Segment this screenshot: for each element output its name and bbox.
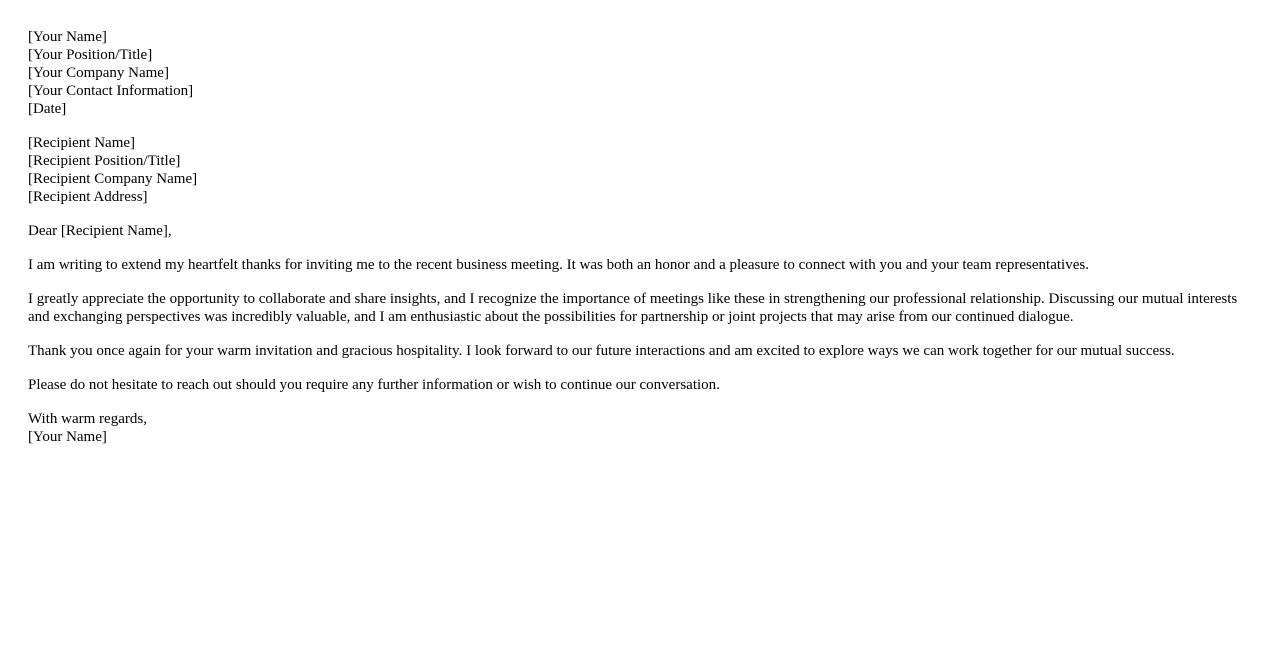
body-paragraph-2: I greatly appreciate the opportunity to collaborate and share insights, and I recognize the importance of meetings like these in strengthening our professional relationship. Discussing our mutual interests and exchanging perspectives was incredibly valuable, and I am enthusiastic about the possibilities for partnership or joint projects that may arise from our continued dialogue.	[28, 291, 1238, 325]
recipient-name: [Recipient Name]	[28, 135, 136, 151]
signature-name: [Your Name]	[28, 429, 107, 445]
letter-date: [Date]	[28, 101, 67, 117]
sender-block	[28, 28, 1258, 118]
sender-name: [Your Name]	[28, 29, 107, 45]
letter-document	[28, 28, 1258, 462]
body-paragraph-4: Please do not hesitate to reach out should you require any further information or wish to continue our conversation.	[28, 377, 720, 393]
salutation: Dear [Recipient Name],	[28, 223, 172, 239]
sender-contact: [Your Contact Information]	[28, 83, 194, 99]
closing-phrase: With warm regards,	[28, 411, 147, 427]
body-paragraph-3: Thank you once again for your warm invitation and gracious hospitality. I look forward to our future interactions and am excited to explore ways we can work together for our mutual success.	[28, 343, 1175, 359]
recipient-block	[28, 134, 1258, 206]
sender-company: [Your Company Name]	[28, 65, 169, 81]
recipient-address: [Recipient Address]	[28, 189, 148, 205]
recipient-position: [Recipient Position/Title]	[28, 153, 181, 169]
closing-block	[28, 410, 1258, 446]
recipient-company: [Recipient Company Name]	[28, 171, 198, 187]
body-paragraph-1: I am writing to extend my heartfelt thanks for inviting me to the recent business meeting. It was both an honor and a pleasure to connect with you and your team representatives.	[28, 257, 1089, 273]
sender-position: [Your Position/Title]	[28, 47, 153, 63]
